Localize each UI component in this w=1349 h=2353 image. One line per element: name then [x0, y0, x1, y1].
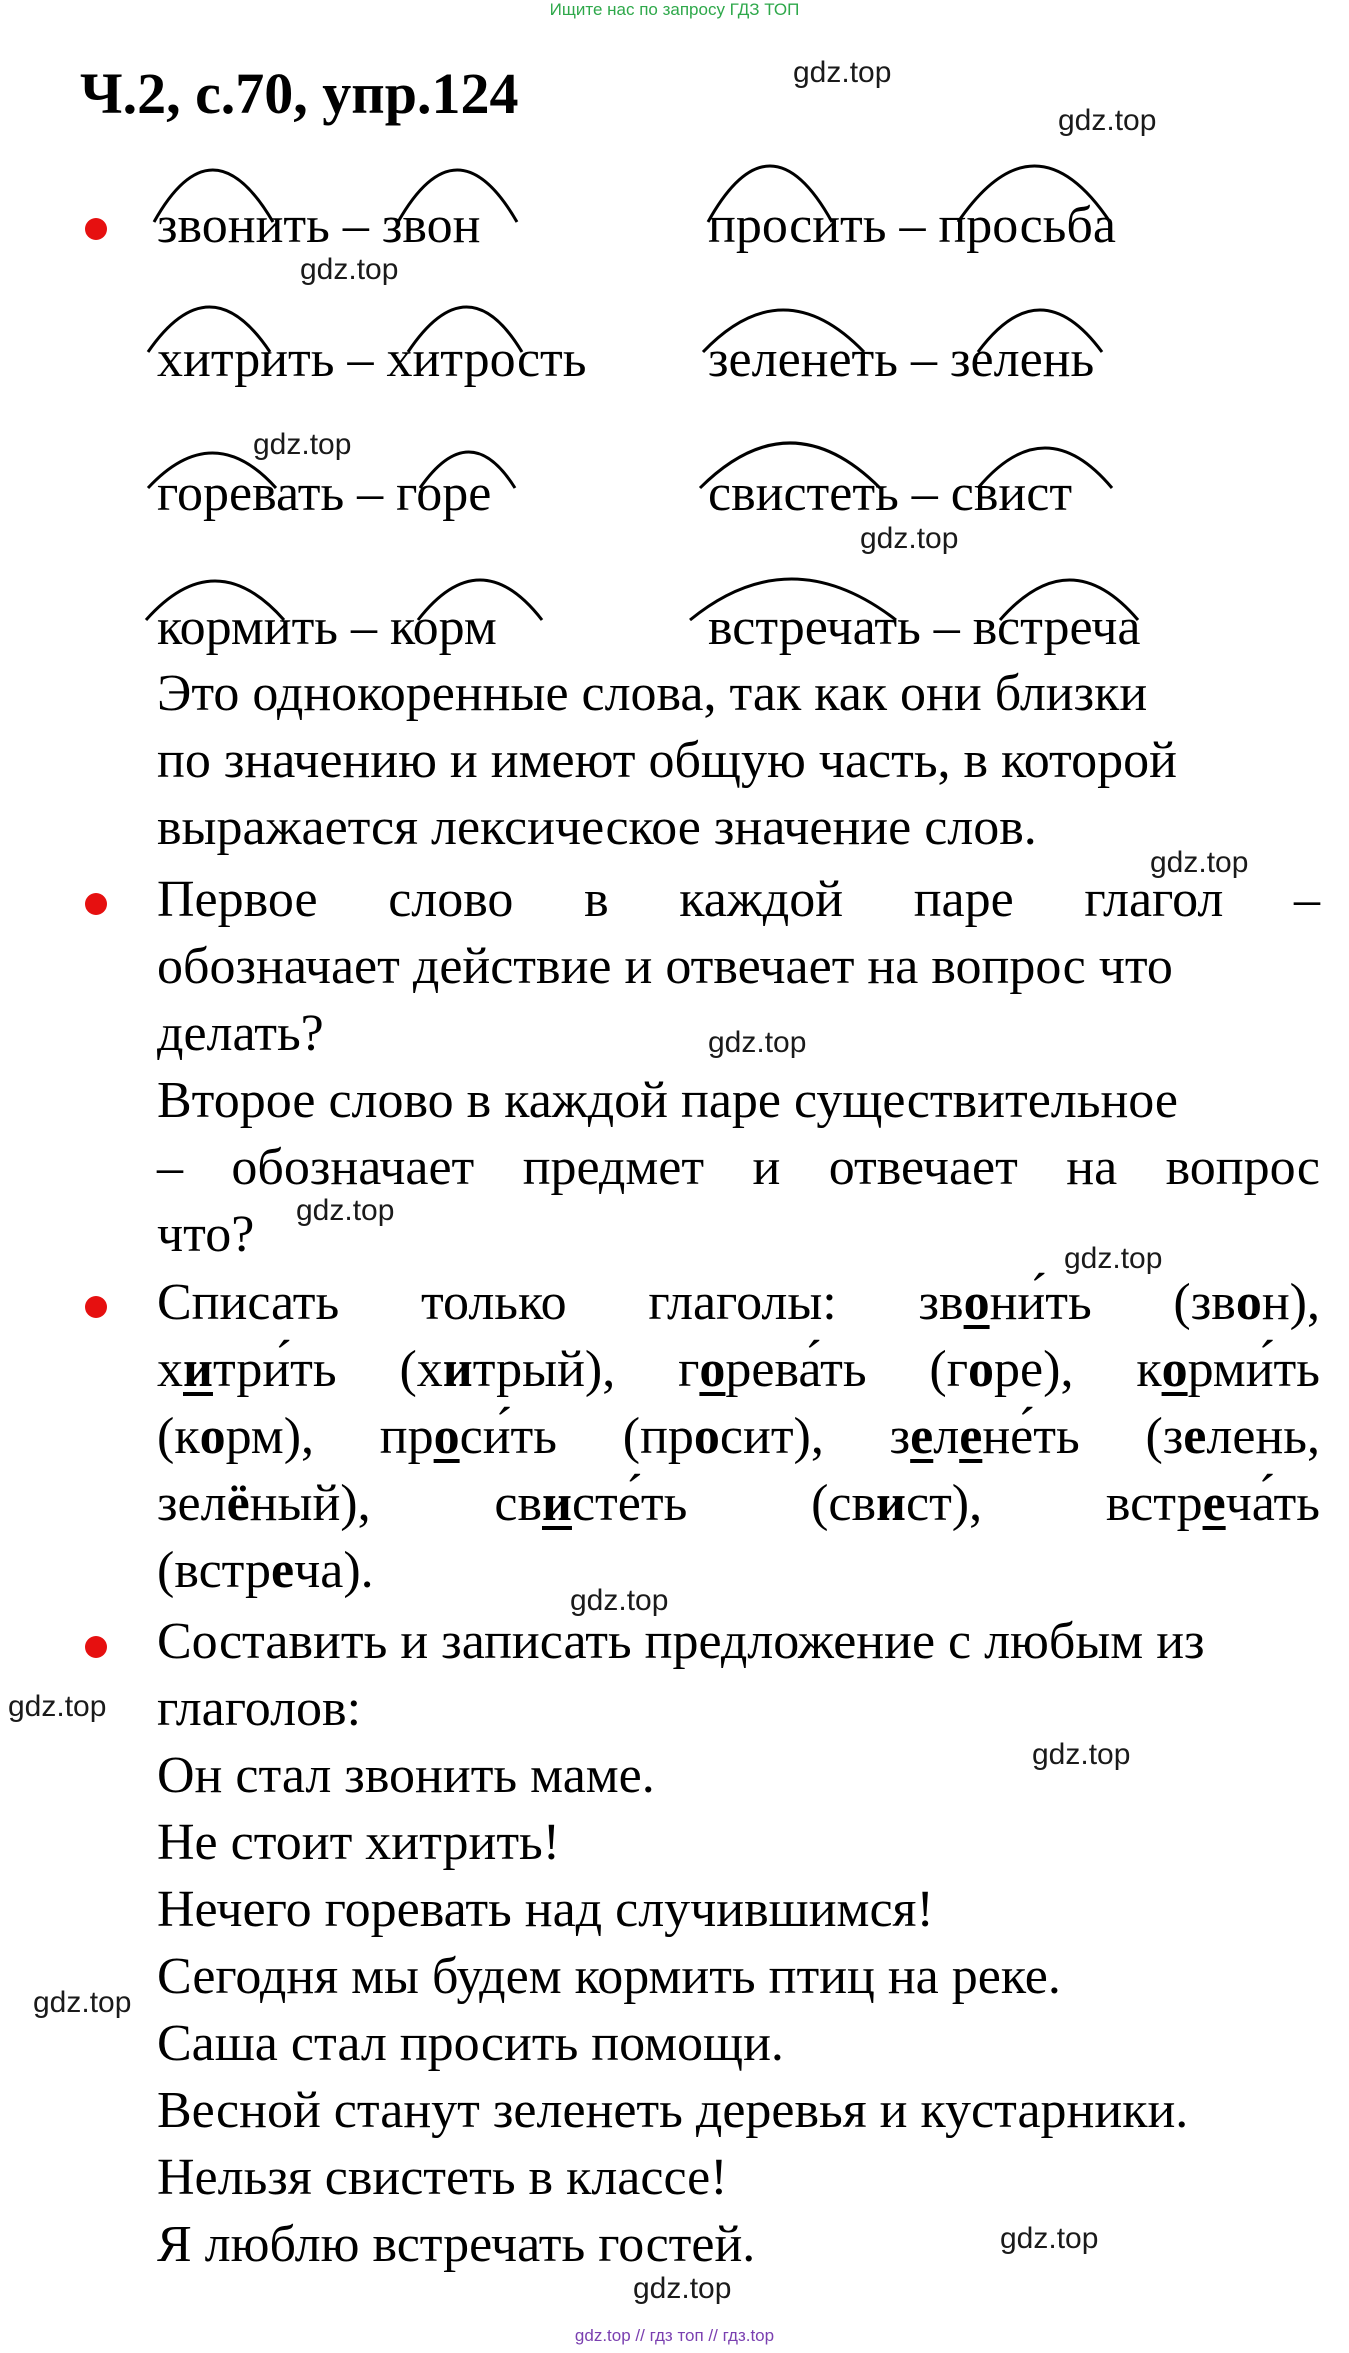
example-sentence: Весной станут зеленеть деревья и кустарники.	[157, 2082, 1189, 2139]
example-sentence: Сегодня мы будем кормить птиц на реке.	[157, 1948, 1061, 2005]
watermark: gdz.top	[1150, 846, 1249, 879]
explanation-line: выражается лексическое значение слов.	[157, 799, 1037, 856]
example-sentence: Саша стал просить помощи.	[157, 2015, 784, 2072]
watermark: gdz.top	[570, 1584, 669, 1617]
example-sentence: Нельзя свистеть в классе!	[157, 2149, 728, 2206]
copy-task-line: (встреча).	[157, 1542, 374, 1599]
copy-task-line: (корм), проси́ть (просит), зелене́ть (зелень,	[157, 1408, 1320, 1465]
example-sentence: Нечего горевать над случившимся!	[157, 1881, 934, 1938]
pair-left: звонить – звон	[157, 197, 481, 254]
watermark: gdz.top	[8, 1690, 107, 1723]
watermark: gdz.top	[296, 1194, 395, 1227]
example-sentence: Не стоит хитрить!	[157, 1814, 561, 1871]
noun-description-line: что?	[157, 1206, 255, 1263]
pair-right: просить – просьба	[708, 197, 1116, 254]
noun-description-line: Второе слово в каждой паре существительное	[157, 1072, 1178, 1129]
pair-left: кормить – корм	[157, 599, 497, 656]
page-title: Ч.2, с.70, упр.124	[80, 61, 519, 126]
watermark: gdz.top	[860, 522, 959, 555]
watermark: gdz.top	[793, 56, 892, 89]
watermark: gdz.top	[708, 1026, 807, 1059]
watermark: gdz.top	[1058, 104, 1157, 137]
watermark: gdz.top	[300, 253, 399, 286]
pair-right: встречать – встреча	[708, 599, 1141, 656]
compose-task-line: Составить и записать предложение с любым из	[157, 1613, 1205, 1670]
verb-description-line: обозначает действие и отвечает на вопрос что	[157, 938, 1173, 995]
pair-left: хитрить – хитрость	[157, 331, 587, 388]
verb-description-line: делать?	[157, 1005, 324, 1062]
watermark: gdz.top	[1032, 1738, 1131, 1771]
pair-left: горевать – горе	[157, 465, 492, 522]
verb-description-line: Первое слово в каждой паре глагол –	[157, 871, 1320, 928]
copy-task-line: зелёный), свисте́ть (свист), встреча́ть	[157, 1475, 1320, 1532]
copy-task-line: хитри́ть (хитрый), горева́ть (горе), корми́ть	[157, 1341, 1320, 1398]
watermark: gdz.top	[1064, 1242, 1163, 1275]
pair-right: свистеть – свист	[708, 465, 1073, 522]
watermark: gdz.top	[33, 1986, 132, 2019]
header-note: Ищите нас по запросу ГДЗ ТОП	[549, 0, 800, 19]
copy-task-line: Списать только глаголы: звони́ть (звон),	[157, 1274, 1320, 1331]
compose-task-line: глаголов:	[157, 1680, 362, 1737]
pair-right: зеленеть – зелень	[708, 331, 1095, 388]
explanation-line: Это однокоренные слова, так как они близки	[157, 665, 1148, 722]
explanation-line: по значению и имеют общую часть, в которой	[157, 732, 1177, 789]
noun-description-line: – обозначает предмет и отвечает на вопрос	[157, 1139, 1320, 1196]
footer-note: gdz.top // гдз топ // гдз.top	[574, 2326, 775, 2345]
watermark: gdz.top	[253, 428, 352, 461]
example-sentence: Он стал звонить маме.	[157, 1747, 655, 1804]
watermark: gdz.top	[1000, 2222, 1099, 2255]
example-sentence: Я люблю встречать гостей.	[157, 2216, 756, 2273]
watermark: gdz.top	[633, 2272, 732, 2305]
